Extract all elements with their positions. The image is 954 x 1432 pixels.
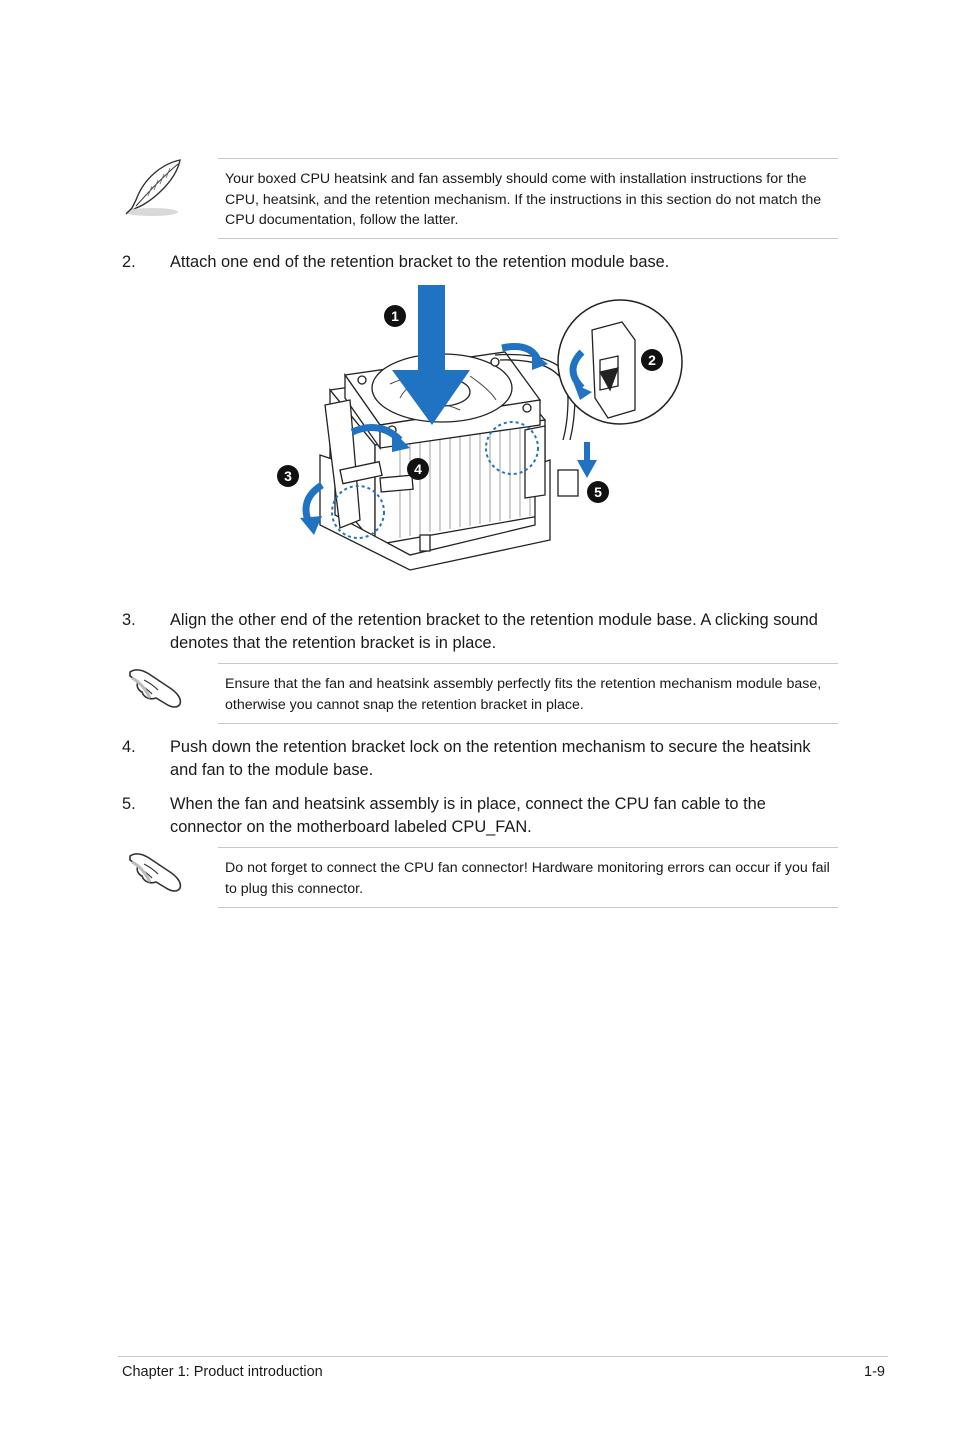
caution-box: [218, 847, 838, 908]
step-number: 2.: [122, 253, 136, 271]
svg-text:1: 1: [391, 308, 399, 324]
note-text: Your boxed CPU heatsink and fan assembly should come with installation instructions for the CPU, heatsink, and the retention mechanism. If the instructions in this section do not match the CPU documentation, follow the latter.: [225, 171, 822, 228]
step-number: 4.: [122, 738, 136, 756]
callout-3: [277, 465, 299, 487]
svg-text:3: 3: [284, 468, 292, 484]
caution-text: Do not forget to connect the CPU fan connector! Hardware monitoring errors can occur if you fail to plug this connector.: [225, 860, 830, 897]
callout-1: [384, 305, 406, 327]
page-number: 1-9: [864, 1364, 885, 1380]
caution-box: [218, 663, 838, 724]
pointing-hand-icon: [126, 848, 188, 894]
step-number: 3.: [122, 611, 136, 629]
svg-text:4: 4: [414, 461, 422, 477]
footer-chapter: Chapter 1: Product introduction: [122, 1364, 323, 1380]
svg-text:2: 2: [648, 352, 656, 368]
step-text: Push down the retention bracket lock on the retention mechanism to secure the heatsink and fan to the module base.: [170, 738, 811, 779]
heatsink-installation-figure: [270, 280, 690, 580]
callout-5: [587, 481, 609, 503]
pointing-hand-icon: [126, 664, 188, 710]
caution-text: Ensure that the fan and heatsink assembly perfectly fits the retention mechanism module base, otherwise you cannot snap the retention bracket in place.: [225, 676, 822, 713]
svg-text:5: 5: [594, 484, 602, 500]
step-number: 5.: [122, 795, 136, 813]
feather-pen-icon: [122, 156, 188, 218]
callout-4: [407, 458, 429, 480]
footer-divider: [118, 1356, 888, 1357]
step-text: When the fan and heatsink assembly is in place, connect the CPU fan cable to the connector on the motherboard labeled CPU_FAN.: [170, 795, 766, 836]
callout-2: [641, 349, 663, 371]
step-text: Align the other end of the retention bracket to the retention module base. A clicking sound denotes that the retention bracket is in place.: [170, 611, 818, 652]
heatsink-diagram: [270, 280, 690, 580]
step-text: Attach one end of the retention bracket to the retention module base.: [170, 253, 670, 271]
note-box: [218, 158, 838, 239]
